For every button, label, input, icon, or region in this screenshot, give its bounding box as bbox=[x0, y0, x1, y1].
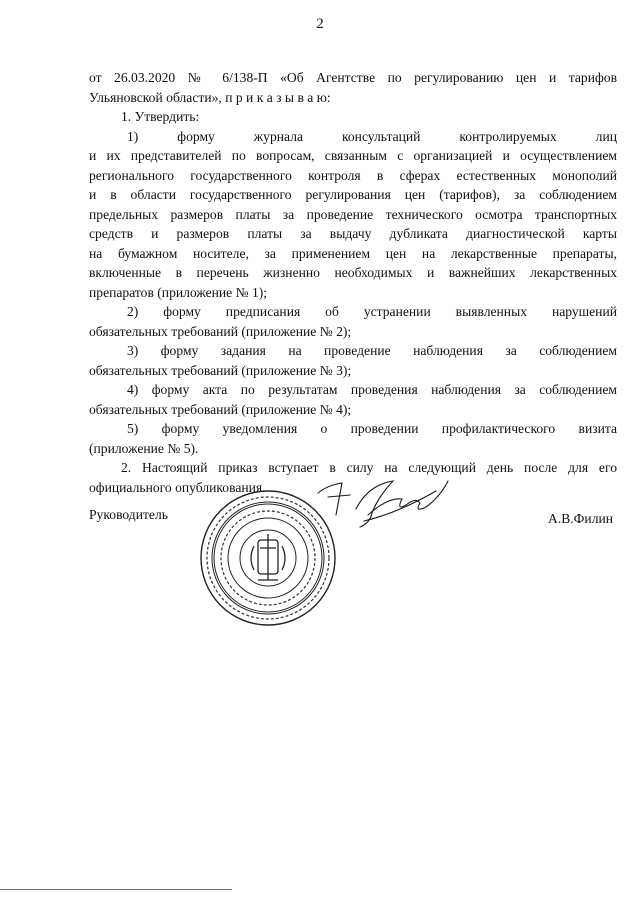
signatory-name: А.В.Филин bbox=[548, 511, 614, 526]
document-body bbox=[89, 68, 617, 497]
text-line: регионального государственного контроля в сферах естественных монополий bbox=[89, 167, 617, 183]
text-line: 4) форму акта по результатам проведения наблюдения за соблюдением bbox=[127, 382, 617, 397]
text-line: предельных размеров платы за проведение технического осмотра транспортных bbox=[89, 206, 617, 222]
text-line: 5) форму уведомления о проведении профилактического визита bbox=[127, 421, 617, 436]
text-line: (приложение № 5). bbox=[89, 440, 199, 456]
handwritten-signature-icon bbox=[298, 475, 458, 545]
text-line: 1) форму журнала консультаций контролируемых лиц bbox=[127, 128, 617, 144]
text-line: 1. Утвердить: bbox=[121, 109, 200, 124]
footer-divider bbox=[0, 889, 232, 890]
page-number: 2 bbox=[316, 16, 324, 32]
text-line: на бумажном носителе, за применением цен на лекарственные препараты, bbox=[89, 245, 617, 261]
text-line: 2. Настоящий приказ вступает в силу на следующий день после для его bbox=[121, 460, 617, 475]
text-line: обязательных требований (приложение № 3); bbox=[89, 362, 352, 378]
text-line: включенные в перечень жизненно необходимых и важнейших лекарственных bbox=[89, 265, 617, 280]
text-line: препаратов (приложение № 1); bbox=[89, 284, 268, 300]
text-line: средств и размеров платы за выдачу дубликата диагностической карты bbox=[89, 226, 617, 241]
signatory-position: Руководитель bbox=[89, 507, 168, 522]
text-line: 3) форму задания на проведение наблюдения за соблюдением bbox=[127, 343, 617, 358]
text-line: и их представителей по вопросам, связанным с организацией и осуществлением bbox=[89, 148, 617, 163]
text-line: и в области государственного регулирования цен (тарифов), за соблюдением bbox=[89, 187, 617, 202]
text-line: 2) форму предписания об устранении выявленных нарушений bbox=[127, 304, 617, 319]
text-line: от 26.03.2020 № 6/138-П «Об Агентстве по регулированию цен и тарифов bbox=[89, 70, 617, 85]
text-line: обязательных требований (приложение № 2); bbox=[89, 323, 352, 339]
text-line: Ульяновской области», п р и к а з ы в а ю: bbox=[89, 89, 331, 105]
text-line: официального опубликования. bbox=[89, 479, 266, 495]
text-line: обязательных требований (приложение № 4); bbox=[89, 401, 352, 417]
